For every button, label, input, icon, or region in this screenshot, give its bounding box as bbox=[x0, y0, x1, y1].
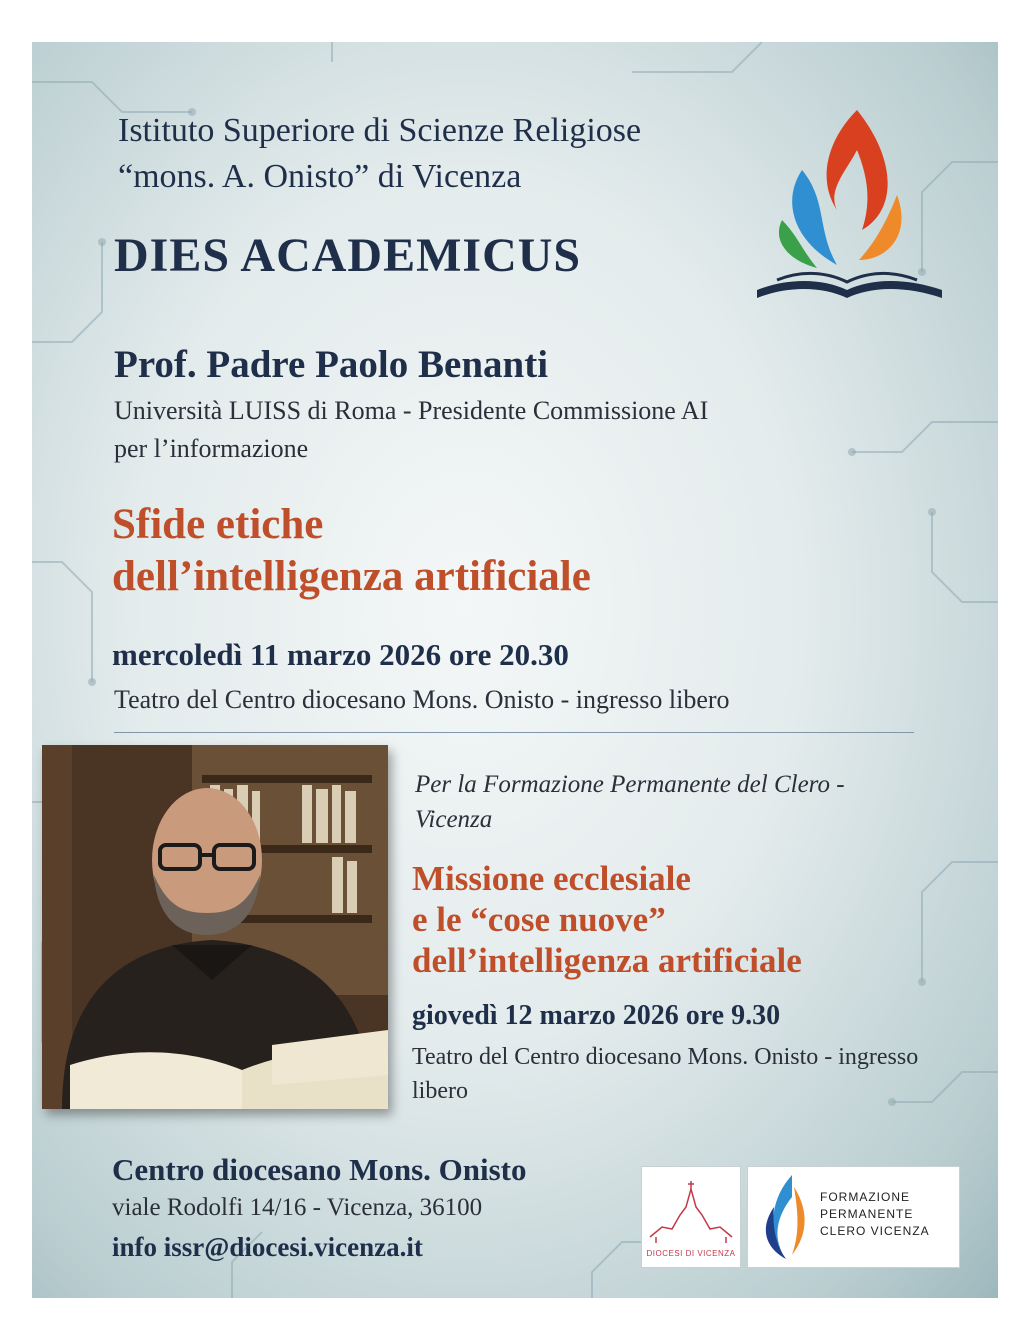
affiliation-line-1: Università LUISS di Roma - Presidente Commissione AI bbox=[114, 396, 709, 425]
lecture1-title-line-2: dell’intelligenza artificiale bbox=[112, 553, 591, 600]
lecture2-title-line-1: Missione ecclesiale bbox=[412, 859, 691, 898]
diocesi-label: DIOCESI DI VICENZA bbox=[646, 1249, 736, 1258]
lecture2-date: giovedì 12 marzo 2026 ore 9.30 bbox=[412, 1000, 781, 1031]
fpc-line-1: FORMAZIONE bbox=[820, 1190, 910, 1204]
institute-name bbox=[118, 108, 641, 200]
institute-line-2: “mons. A. Onisto” di Vicenza bbox=[118, 158, 522, 195]
footer-place: Centro diocesano Mons. Onisto bbox=[112, 1152, 527, 1187]
fpc-logo bbox=[747, 1166, 960, 1268]
lecture2-audience: Per la Formazione Permanente del Clero - Vicenza bbox=[415, 771, 845, 833]
fpc-line-2: PERMANENTE bbox=[820, 1207, 914, 1221]
speaker-name: Prof. Padre Paolo Benanti bbox=[114, 343, 549, 386]
lecture1-date: mercoledì 11 marzo 2026 ore 20.30 bbox=[112, 637, 569, 672]
speaker-portrait bbox=[42, 745, 388, 1109]
footer-address: viale Rodolfi 14/16 - Vicenza, 36100 bbox=[112, 1194, 483, 1221]
speaker-affiliation bbox=[114, 392, 708, 468]
fpc-line-3: CLERO VICENZA bbox=[820, 1224, 930, 1238]
lecture2-venue: Teatro del Centro diocesano Mons. Onisto - ingresso libero bbox=[412, 1044, 919, 1104]
cathedral-outline-icon bbox=[642, 1167, 740, 1247]
lecture2-title bbox=[412, 858, 802, 981]
speaker-photo bbox=[42, 745, 388, 1109]
institute-line-1: Istituto Superiore di Scienze Religiose bbox=[118, 112, 642, 149]
poster bbox=[32, 42, 998, 1298]
fpc-wordmark bbox=[820, 1189, 930, 1240]
affiliation-line-2: per l’informazione bbox=[114, 434, 309, 463]
footer-contact: info issr@diocesi.vicenza.it bbox=[112, 1232, 423, 1262]
issr-flame-book-logo bbox=[747, 100, 947, 300]
lecture1-title bbox=[112, 499, 591, 603]
lecture2-title-line-2: e le “cose nuove” bbox=[412, 900, 666, 939]
fpc-flame-icon bbox=[752, 1167, 822, 1267]
section-divider bbox=[114, 732, 914, 733]
lecture1-title-line-1: Sfide etiche bbox=[112, 501, 324, 548]
lecture1-venue: Teatro del Centro diocesano Mons. Onisto - ingresso libero bbox=[114, 685, 730, 714]
diocesi-logo bbox=[641, 1166, 741, 1268]
lecture2-title-line-3: dell’intelligenza artificiale bbox=[412, 941, 802, 980]
event-title: DIES ACADEMICUS bbox=[114, 229, 582, 282]
